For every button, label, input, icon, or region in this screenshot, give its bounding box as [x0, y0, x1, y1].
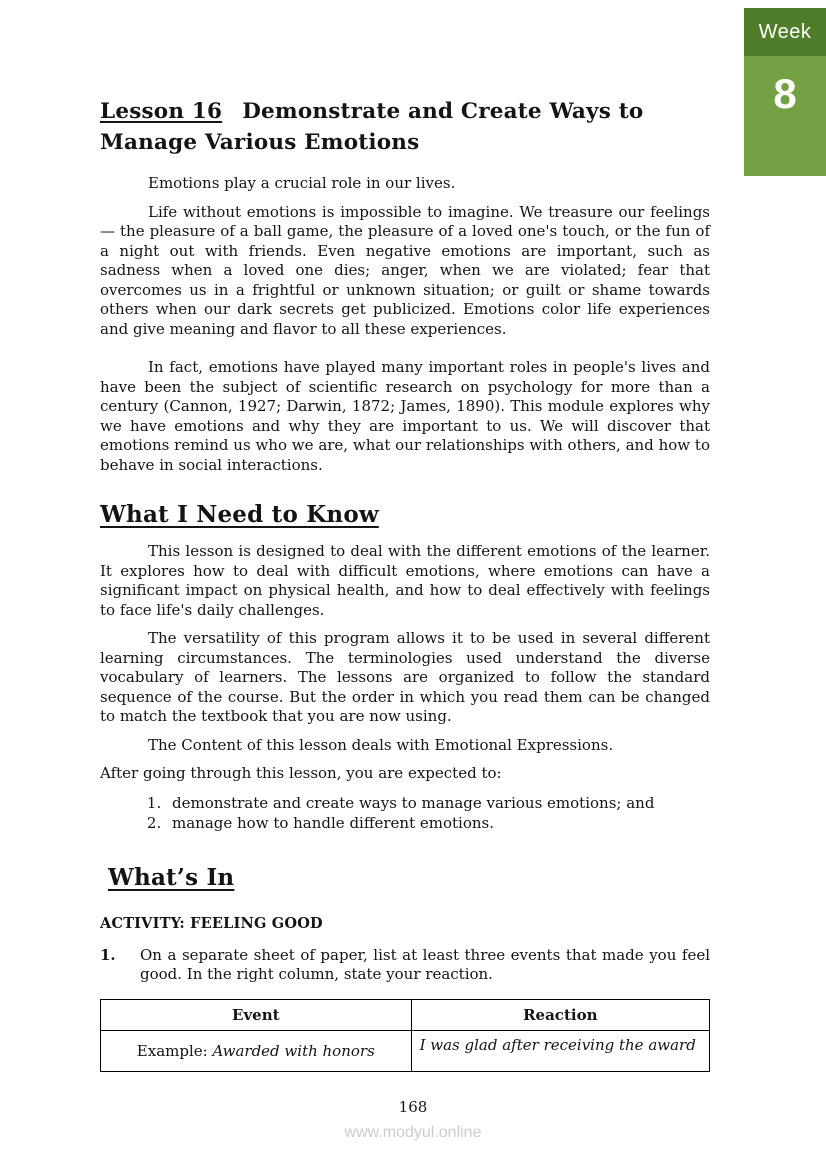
- lesson-title-prefix: Lesson 16: [100, 99, 223, 124]
- activity-instruction-number: 1.: [100, 945, 116, 964]
- table-row: [101, 1030, 710, 1071]
- lesson-paragraph-1: Life without emotions is impossible to imagine. We treasure our feelings — the pleasure of a ball game, the pleasure of a loved one's touch, or the fun of a night out with friends. Even negative emotions are important, such as sadness when a loved one dies; anger, when we are violated; fear that overcomes us in a frightful or unknown situation; or guilt or shame towards others when our dark secrets get publicized. Emotions color life experiences and give meaning and flavor to all these experiences.: [100, 202, 710, 338]
- page-content: [100, 96, 710, 1072]
- objectives-list: [100, 793, 710, 834]
- example-label: Example:: [136, 1041, 213, 1060]
- activity-instruction-text: On a separate sheet of paper, list at least three events that made you feel good. In the right column, state your reaction.: [140, 945, 710, 983]
- table-header-reaction: Reaction: [411, 999, 709, 1030]
- activity-heading: ACTIVITY: FEELING GOOD: [100, 914, 323, 932]
- week-badge-number: 8: [744, 56, 826, 176]
- page-number: 168: [398, 1098, 428, 1116]
- wink-paragraph-3: The Content of this lesson deals with Emotional Expressions.: [148, 735, 614, 754]
- wink-paragraph-1: This lesson is designed to deal with the different emotions of the learner. It explores how to deal with difficult emotions, where emotions can have a significant impact on physical health, and how to deal effectively with feelings to face life's daily challenges.: [100, 542, 710, 619]
- table-cell-event-example: [101, 1030, 412, 1071]
- table-header-row: [101, 999, 710, 1030]
- section-heading-what-i-need-to-know: What I Need to Know: [100, 501, 379, 528]
- lesson-intro: Emotions play a crucial role in our lives.: [148, 174, 456, 192]
- activity-instruction-1: [100, 946, 710, 985]
- lesson-title: [100, 96, 710, 158]
- event-reaction-table: [100, 999, 710, 1072]
- example-value: Awarded with honors: [212, 1041, 375, 1060]
- wink-paragraph-2: The versatility of this program allows it to be used in several different learning circumstances. The terminologies used understand the diverse vocabulary of learners. The lessons are organized to follow the standard sequence of the course. But the order in which you read them can be changed to match the textbook that you are now using.: [100, 629, 710, 725]
- week-badge: [744, 8, 826, 176]
- objective-item-2: 2. manage how to handle different emotions.: [166, 813, 710, 834]
- table-cell-reaction-example: I was glad after receiving the award: [411, 1030, 709, 1071]
- section-heading-whats-in: What’s In: [108, 863, 235, 891]
- lesson-title-text: Demonstrate and Create Ways to Manage Various Emotions: [100, 99, 644, 155]
- week-badge-label: Week: [744, 8, 826, 56]
- wink-paragraph-4: After going through this lesson, you are expected to:: [100, 764, 502, 782]
- watermark: www.modyul.online: [344, 1124, 482, 1141]
- table-header-event: Event: [101, 999, 412, 1030]
- objective-item-1: 1. demonstrate and create ways to manage various emotions; and: [166, 793, 710, 814]
- lesson-paragraph-2: In fact, emotions have played many important roles in people's lives and have been the subject of scientific research on psychology for more than a century (Cannon, 1927; Darwin, 1872; James, 1890). This module explores why we have emotions and why they are important to us. We will discover that emotions remind us who we are, what our relationships with others, and how to behave in social interactions.: [100, 358, 710, 474]
